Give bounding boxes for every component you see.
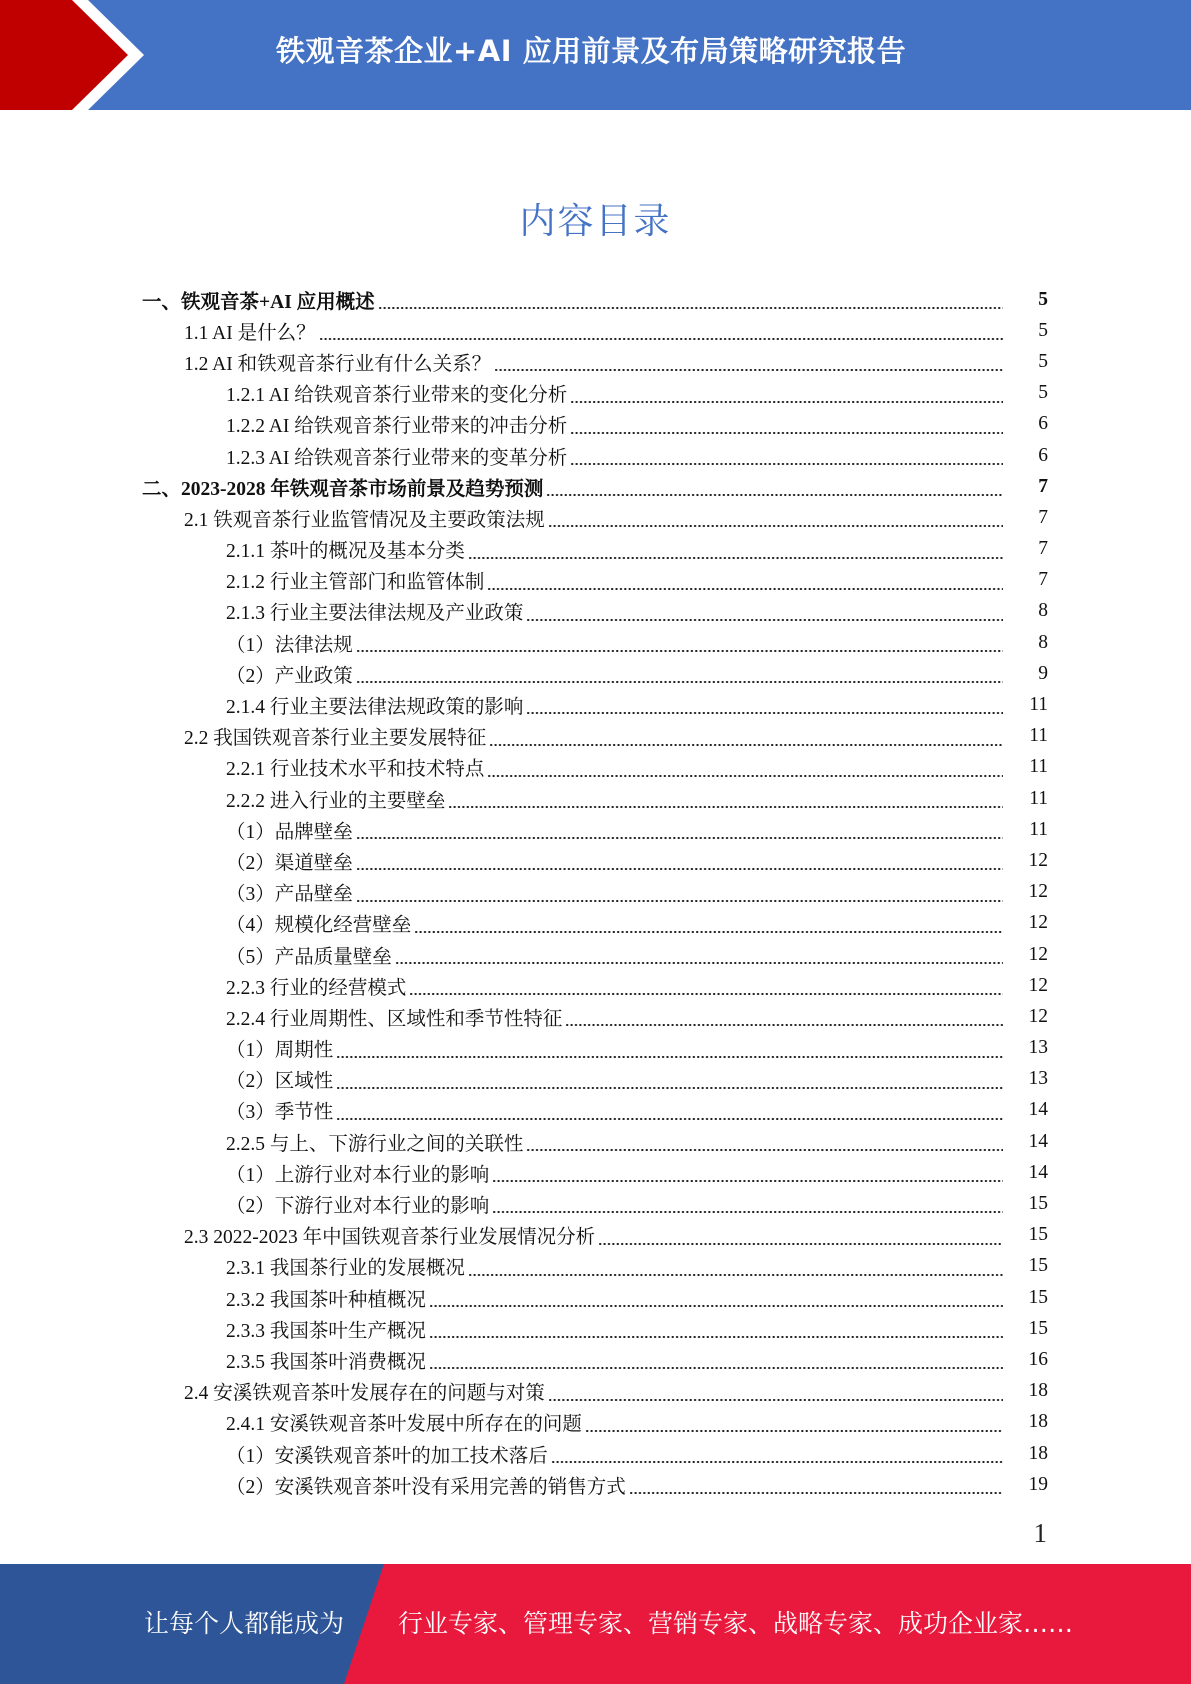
toc-heading: 内容目录 (519, 201, 672, 242)
toc-entry[interactable] (226, 1064, 1191, 1095)
toc-entry-page: 11 (1029, 787, 1048, 809)
toc-entry-title: 2.3.1 我国茶行业的发展概况 (226, 1258, 465, 1280)
toc-entry-title: （5）产品质量壁垒 (226, 946, 392, 968)
toc-entry-title: 1.2 AI 和铁观音茶行业有什么关系？ (184, 353, 492, 375)
toc-entry-title: （2）产业政策 (226, 665, 353, 687)
toc-dot-leader (429, 1282, 1003, 1313)
toc-dot-leader (319, 315, 1003, 346)
toc-dot-leader (356, 627, 1003, 658)
toc-entry-title: 2.3.3 我国茶叶生产概况 (226, 1320, 426, 1342)
toc-entry-title: 2.2.3 行业的经营模式 (226, 977, 407, 999)
toc-entry-title: 2.2.4 行业周期性、区域性和季节性特征 (226, 1008, 563, 1030)
toc-entry-title: （4）规模化经营壁垒 (226, 915, 412, 937)
toc-entry-page: 19 (1028, 1473, 1048, 1495)
toc-dot-leader (548, 502, 1003, 533)
toc-entry-title: 2.1.2 行业主管部门和监管体制 (226, 572, 485, 594)
toc-entry-page: 12 (1028, 881, 1048, 903)
toc-entry-title: （1）上游行业对本行业的影响 (226, 1164, 490, 1186)
toc-entry-title: 2.3 2022-2023 年中国铁观音茶行业发展情况分析 (184, 1227, 596, 1249)
toc-entry-page: 9 (1038, 662, 1048, 684)
toc-entry[interactable] (184, 502, 1191, 533)
toc-dot-leader (336, 1033, 1003, 1064)
toc-entry[interactable] (226, 939, 1191, 970)
toc-entry-title: 2.4 安溪铁观音茶叶发展存在的问题与对策 (184, 1383, 545, 1405)
toc-entry-page: 14 (1028, 1161, 1048, 1183)
toc-entry[interactable] (184, 315, 1191, 346)
toc-entry-title: 1.2.3 AI 给铁观音茶行业带来的变革分析 (226, 447, 568, 469)
toc-entry[interactable] (226, 1126, 1191, 1157)
toc-entry-page: 8 (1038, 631, 1048, 653)
toc-entry-page: 5 (1038, 288, 1048, 310)
toc-entry-page: 16 (1028, 1348, 1048, 1370)
toc-entry-title: 2.3.2 我国茶叶种植概况 (226, 1289, 426, 1311)
report-footer-band (0, 1564, 1191, 1684)
toc-dot-leader (429, 1344, 1003, 1375)
toc-entry[interactable] (226, 1344, 1191, 1375)
toc-entry-page: 6 (1038, 444, 1048, 466)
toc-entry[interactable] (226, 596, 1191, 627)
toc-entry[interactable] (226, 845, 1191, 876)
toc-dot-leader (336, 1064, 1003, 1095)
toc-entry[interactable] (226, 1001, 1191, 1032)
toc-entry-page: 15 (1028, 1193, 1048, 1215)
toc-dot-leader (409, 970, 1003, 1001)
toc-dot-leader (487, 752, 1003, 783)
toc-entry[interactable] (226, 658, 1191, 689)
toc-entry[interactable] (226, 1033, 1191, 1064)
toc-entry-page: 7 (1038, 569, 1048, 591)
toc-entry[interactable] (142, 471, 1191, 502)
toc-entry-page: 5 (1038, 319, 1048, 341)
toc-entry-page: 13 (1028, 1037, 1048, 1059)
toc-entry[interactable] (184, 1376, 1191, 1407)
toc-entry-page: 11 (1029, 818, 1048, 840)
toc-entry[interactable] (226, 814, 1191, 845)
toc-entry-title: （3）产品壁垒 (226, 884, 353, 906)
toc-dot-leader (565, 1001, 1003, 1032)
toc-entry[interactable] (226, 908, 1191, 939)
toc-dot-leader (395, 939, 1003, 970)
toc-dot-leader (526, 689, 1003, 720)
toc-dot-leader (492, 1188, 1003, 1219)
toc-dot-leader (487, 565, 1003, 596)
toc-entry-title: （1）品牌壁垒 (226, 821, 353, 843)
toc-dot-leader (429, 1313, 1003, 1344)
toc-dot-leader (356, 845, 1003, 876)
toc-entry-title: （2）渠道壁垒 (226, 852, 353, 874)
toc-entry-title: 一、铁观音茶+AI 应用概述 (142, 291, 375, 313)
toc-entry-page: 15 (1028, 1255, 1048, 1277)
toc-entry[interactable] (226, 565, 1191, 596)
toc-dot-leader (546, 471, 1003, 502)
toc-entry-page: 15 (1028, 1224, 1048, 1246)
toc-entry-page: 7 (1038, 538, 1048, 560)
toc-entry[interactable] (226, 1251, 1191, 1282)
toc-entry-title: 2.2.1 行业技术水平和技术特点 (226, 759, 485, 781)
toc-entry[interactable] (226, 1157, 1191, 1188)
toc-dot-leader (492, 1157, 1003, 1188)
toc-entry-page: 6 (1038, 413, 1048, 435)
toc-entry-title: 2.2.2 进入行业的主要壁垒 (226, 790, 446, 812)
toc-entry-page: 15 (1028, 1286, 1048, 1308)
toc-dot-leader (526, 1126, 1003, 1157)
toc-entry-page: 12 (1028, 974, 1048, 996)
toc-dot-leader (468, 534, 1003, 565)
toc-entry[interactable] (184, 1220, 1191, 1251)
toc-entry-title: （1）周期性 (226, 1040, 334, 1062)
toc-dot-leader (570, 378, 1003, 409)
toc-entry[interactable] (184, 721, 1191, 752)
toc-entry-page: 15 (1028, 1317, 1048, 1339)
toc-entry-page: 5 (1038, 350, 1048, 372)
toc-entry-title: （1）法律法规 (226, 634, 353, 656)
toc-entry-title: 1.2.1 AI 给铁观音茶行业带来的变化分析 (226, 385, 568, 407)
toc-entry[interactable] (226, 1095, 1191, 1126)
toc-entry[interactable] (226, 1469, 1191, 1500)
toc-entry-page: 14 (1028, 1099, 1048, 1121)
toc-entry[interactable] (226, 1282, 1191, 1313)
toc-entry-title: 2.3.5 我国茶叶消费概况 (226, 1351, 426, 1373)
toc-dot-leader (570, 409, 1003, 440)
toc-dot-leader (494, 346, 1003, 377)
toc-dot-leader (356, 877, 1003, 908)
toc-entry[interactable] (226, 689, 1191, 720)
toc-dot-leader (548, 1376, 1003, 1407)
toc-entry-page: 11 (1029, 725, 1048, 747)
toc-dot-leader (468, 1251, 1003, 1282)
toc-entry[interactable] (226, 627, 1191, 658)
toc-entry-title: 2.2 我国铁观音茶行业主要发展特征 (184, 728, 487, 750)
toc-entry[interactable] (142, 284, 1191, 315)
toc-entry-page: 5 (1038, 382, 1048, 404)
toc-entry-page: 8 (1038, 600, 1048, 622)
toc-entry[interactable] (184, 346, 1191, 377)
footer-slogan-left: 让每个人都能成为 (144, 1609, 345, 1638)
toc-entry-page: 13 (1028, 1068, 1048, 1090)
toc-entry[interactable] (226, 1407, 1191, 1438)
toc-entry-title: 2.1 铁观音茶行业监管情况及主要政策法规 (184, 509, 545, 531)
toc-entry-page: 14 (1028, 1130, 1048, 1152)
toc-entry[interactable] (226, 877, 1191, 908)
toc-dot-leader (489, 721, 1003, 752)
toc-dot-leader (356, 658, 1003, 689)
toc-entry-title: （2）安溪铁观音茶叶没有采用完善的销售方式 (226, 1476, 626, 1498)
toc-dot-leader (629, 1469, 1003, 1500)
toc-entry[interactable] (226, 1188, 1191, 1219)
toc-dot-leader (356, 814, 1003, 845)
toc-entry[interactable] (226, 752, 1191, 783)
toc-entry-page: 7 (1038, 506, 1048, 528)
toc-entry-page: 11 (1029, 694, 1048, 716)
toc-entry-title: 1.2.2 AI 给铁观音茶行业带来的冲击分析 (226, 416, 568, 438)
toc-dot-leader (570, 440, 1003, 471)
page-number: 1 (1033, 1518, 1047, 1548)
toc-entry-title: 2.4.1 安溪铁观音茶叶发展中所存在的问题 (226, 1414, 582, 1436)
toc-dot-leader (448, 783, 1003, 814)
toc-entry[interactable] (226, 534, 1191, 565)
toc-dot-leader (336, 1095, 1003, 1126)
toc-entry-page: 12 (1028, 912, 1048, 934)
toc-entry[interactable] (226, 440, 1191, 471)
toc-entry-page: 18 (1028, 1442, 1048, 1464)
toc-entry[interactable] (226, 970, 1191, 1001)
toc-dot-leader (526, 596, 1003, 627)
toc-dot-leader (598, 1220, 1003, 1251)
toc-entry-title: 二、2023-2028 年铁观音茶市场前景及趋势预测 (142, 478, 544, 500)
toc-dot-leader (551, 1438, 1003, 1469)
toc-dot-leader (378, 284, 1003, 315)
toc-entry-page: 12 (1028, 849, 1048, 871)
report-title: 铁观音茶企业+AI 应用前景及布局策略研究报告 (276, 34, 907, 68)
toc-entry-title: 2.1.3 行业主要法律法规及产业政策 (226, 603, 524, 625)
toc-entry[interactable] (226, 378, 1191, 409)
toc-entry[interactable] (226, 1313, 1191, 1344)
toc-entry-title: （1）安溪铁观音茶叶的加工技术落后 (226, 1445, 548, 1467)
toc-entry-title: 2.1.4 行业主要法律法规政策的影响 (226, 697, 524, 719)
toc-entry-title: 2.1.1 茶叶的概况及基本分类 (226, 541, 465, 563)
toc-entry[interactable] (226, 783, 1191, 814)
toc-entry[interactable] (226, 409, 1191, 440)
toc-dot-leader (414, 908, 1003, 939)
toc-entry-page: 12 (1028, 943, 1048, 965)
footer-slogan-right: 行业专家、管理专家、营销专家、战略专家、成功企业家…… (398, 1609, 1074, 1638)
report-header-band (0, 0, 1191, 110)
toc-entry-title: （2）区域性 (226, 1071, 334, 1093)
toc-entry-page: 12 (1028, 1005, 1048, 1027)
toc-entry-page: 7 (1038, 475, 1048, 497)
toc-entry-title: 1.1 AI 是什么？ (184, 322, 316, 344)
toc-entry-page: 18 (1028, 1380, 1048, 1402)
toc-entry-page: 18 (1028, 1411, 1048, 1433)
toc-entry-title: 2.2.5 与上、下游行业之间的关联性 (226, 1133, 524, 1155)
toc-entry-title: （3）季节性 (226, 1102, 334, 1124)
toc-entry-title: （2）下游行业对本行业的影响 (226, 1196, 490, 1218)
toc-entry-page: 11 (1029, 756, 1048, 778)
toc-dot-leader (585, 1407, 1003, 1438)
table-of-contents (0, 284, 1191, 1500)
toc-entry[interactable] (226, 1438, 1191, 1469)
